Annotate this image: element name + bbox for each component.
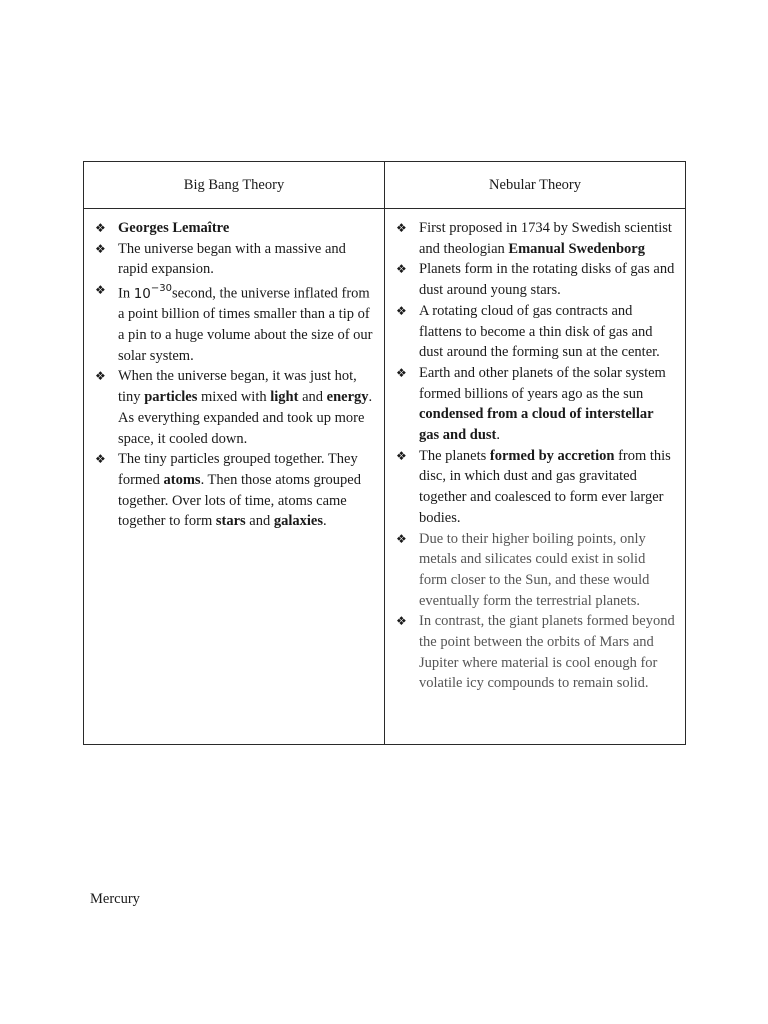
list-item [395,259,675,300]
bold-text: galaxies [273,513,323,530]
text-run: Due to their higher boiling points, only metals and silicates could exist in solid form closer to the Sun, and these would eventually form the terrestrial planets. [419,530,650,609]
bold-text: condensed from a cloud of interstellar gas and dust [419,406,654,444]
diamond-bullet-icon: ❖ [95,452,106,467]
text-run: A rotating cloud of gas contracts and flattens to become a thin disk of gas and dust around the forming sun at the center. [419,302,660,361]
list-item [395,218,675,259]
text-run: . [323,513,327,530]
nebular-cell [385,209,686,745]
header-nebular: Nebular Theory [385,162,686,209]
diamond-bullet-icon: ❖ [95,369,106,384]
diamond-bullet-icon: ❖ [95,241,106,256]
bold-text: Emanual Swedenborg [508,240,645,257]
text-run: When the universe began, it was just hot, tiny [118,368,357,406]
table-header-row [84,162,686,209]
nebular-bullet-list [395,218,675,694]
math-expression: $10^{-30}$ [133,283,173,302]
bold-text: stars [215,513,246,530]
diamond-bullet-icon: ❖ [396,365,407,380]
list-item [395,301,675,363]
list-item [94,366,374,449]
bold-text: light [270,389,299,406]
diamond-bullet-icon: ❖ [95,221,106,235]
text-run: The planets [419,447,490,464]
bold-text: Georges Lemaître [118,220,230,236]
big-bang-bullet-list [94,218,374,532]
bold-text: atoms [163,471,201,488]
table-body-row [84,209,686,745]
text-run: Planets form in the rotating disks of gas and dust around young stars. [419,261,675,299]
text-run: The universe began with a massive and rapid expansion. [118,240,346,278]
list-item [395,611,675,694]
bold-text: energy [326,389,369,406]
bold-text: particles [144,389,198,406]
text-run: . As everything expanded and took up more space, it cooled down. [118,389,373,447]
text-run: Earth and other planets of the solar system formed billions of years ago as the sun [419,364,666,402]
list-item [94,239,374,280]
text-run: mixed with [197,389,271,406]
diamond-bullet-icon: ❖ [396,221,407,235]
theories-comparison-table [83,161,686,745]
list-item [94,218,374,239]
diamond-bullet-icon: ❖ [396,262,407,277]
text-run: second, the universe inflated from a point billion of times smaller than a tip of a pin to a huge volume about the size of our solar system. [118,285,373,364]
diamond-bullet-icon: ❖ [396,531,407,546]
big-bang-cell [84,209,385,745]
diamond-bullet-icon: ❖ [95,283,106,298]
text-run: and [298,389,327,406]
list-item [395,363,675,446]
text-run: In [118,285,134,302]
text-run: . [496,427,500,444]
footer-label: Mercury [90,891,140,907]
list-item [94,280,374,366]
text-run: from this disc, in which dust and gas gravitated together and coalesced to form ever larger bodies. [419,447,671,526]
diamond-bullet-icon: ❖ [396,303,407,318]
diamond-bullet-icon: ❖ [396,614,407,629]
bold-text: formed by accretion [489,447,615,464]
list-item [395,529,675,612]
header-big-bang: Big Bang Theory [84,162,385,209]
text-run: First proposed in 1734 by Swedish scientist and theologian [419,220,672,257]
text-run: and [245,513,274,530]
text-run: The tiny particles grouped together. They formed [118,451,358,488]
text-run: . Then those atoms grouped together. Over lots of time, atoms came together to form [118,471,361,530]
list-item [395,446,675,529]
diamond-bullet-icon: ❖ [396,448,407,463]
text-run: In contrast, the giant planets formed beyond the point between the orbits of Mars and Jupiter where material is cool enough for volatile icy compounds to remain solid. [419,613,675,692]
list-item [94,449,374,532]
